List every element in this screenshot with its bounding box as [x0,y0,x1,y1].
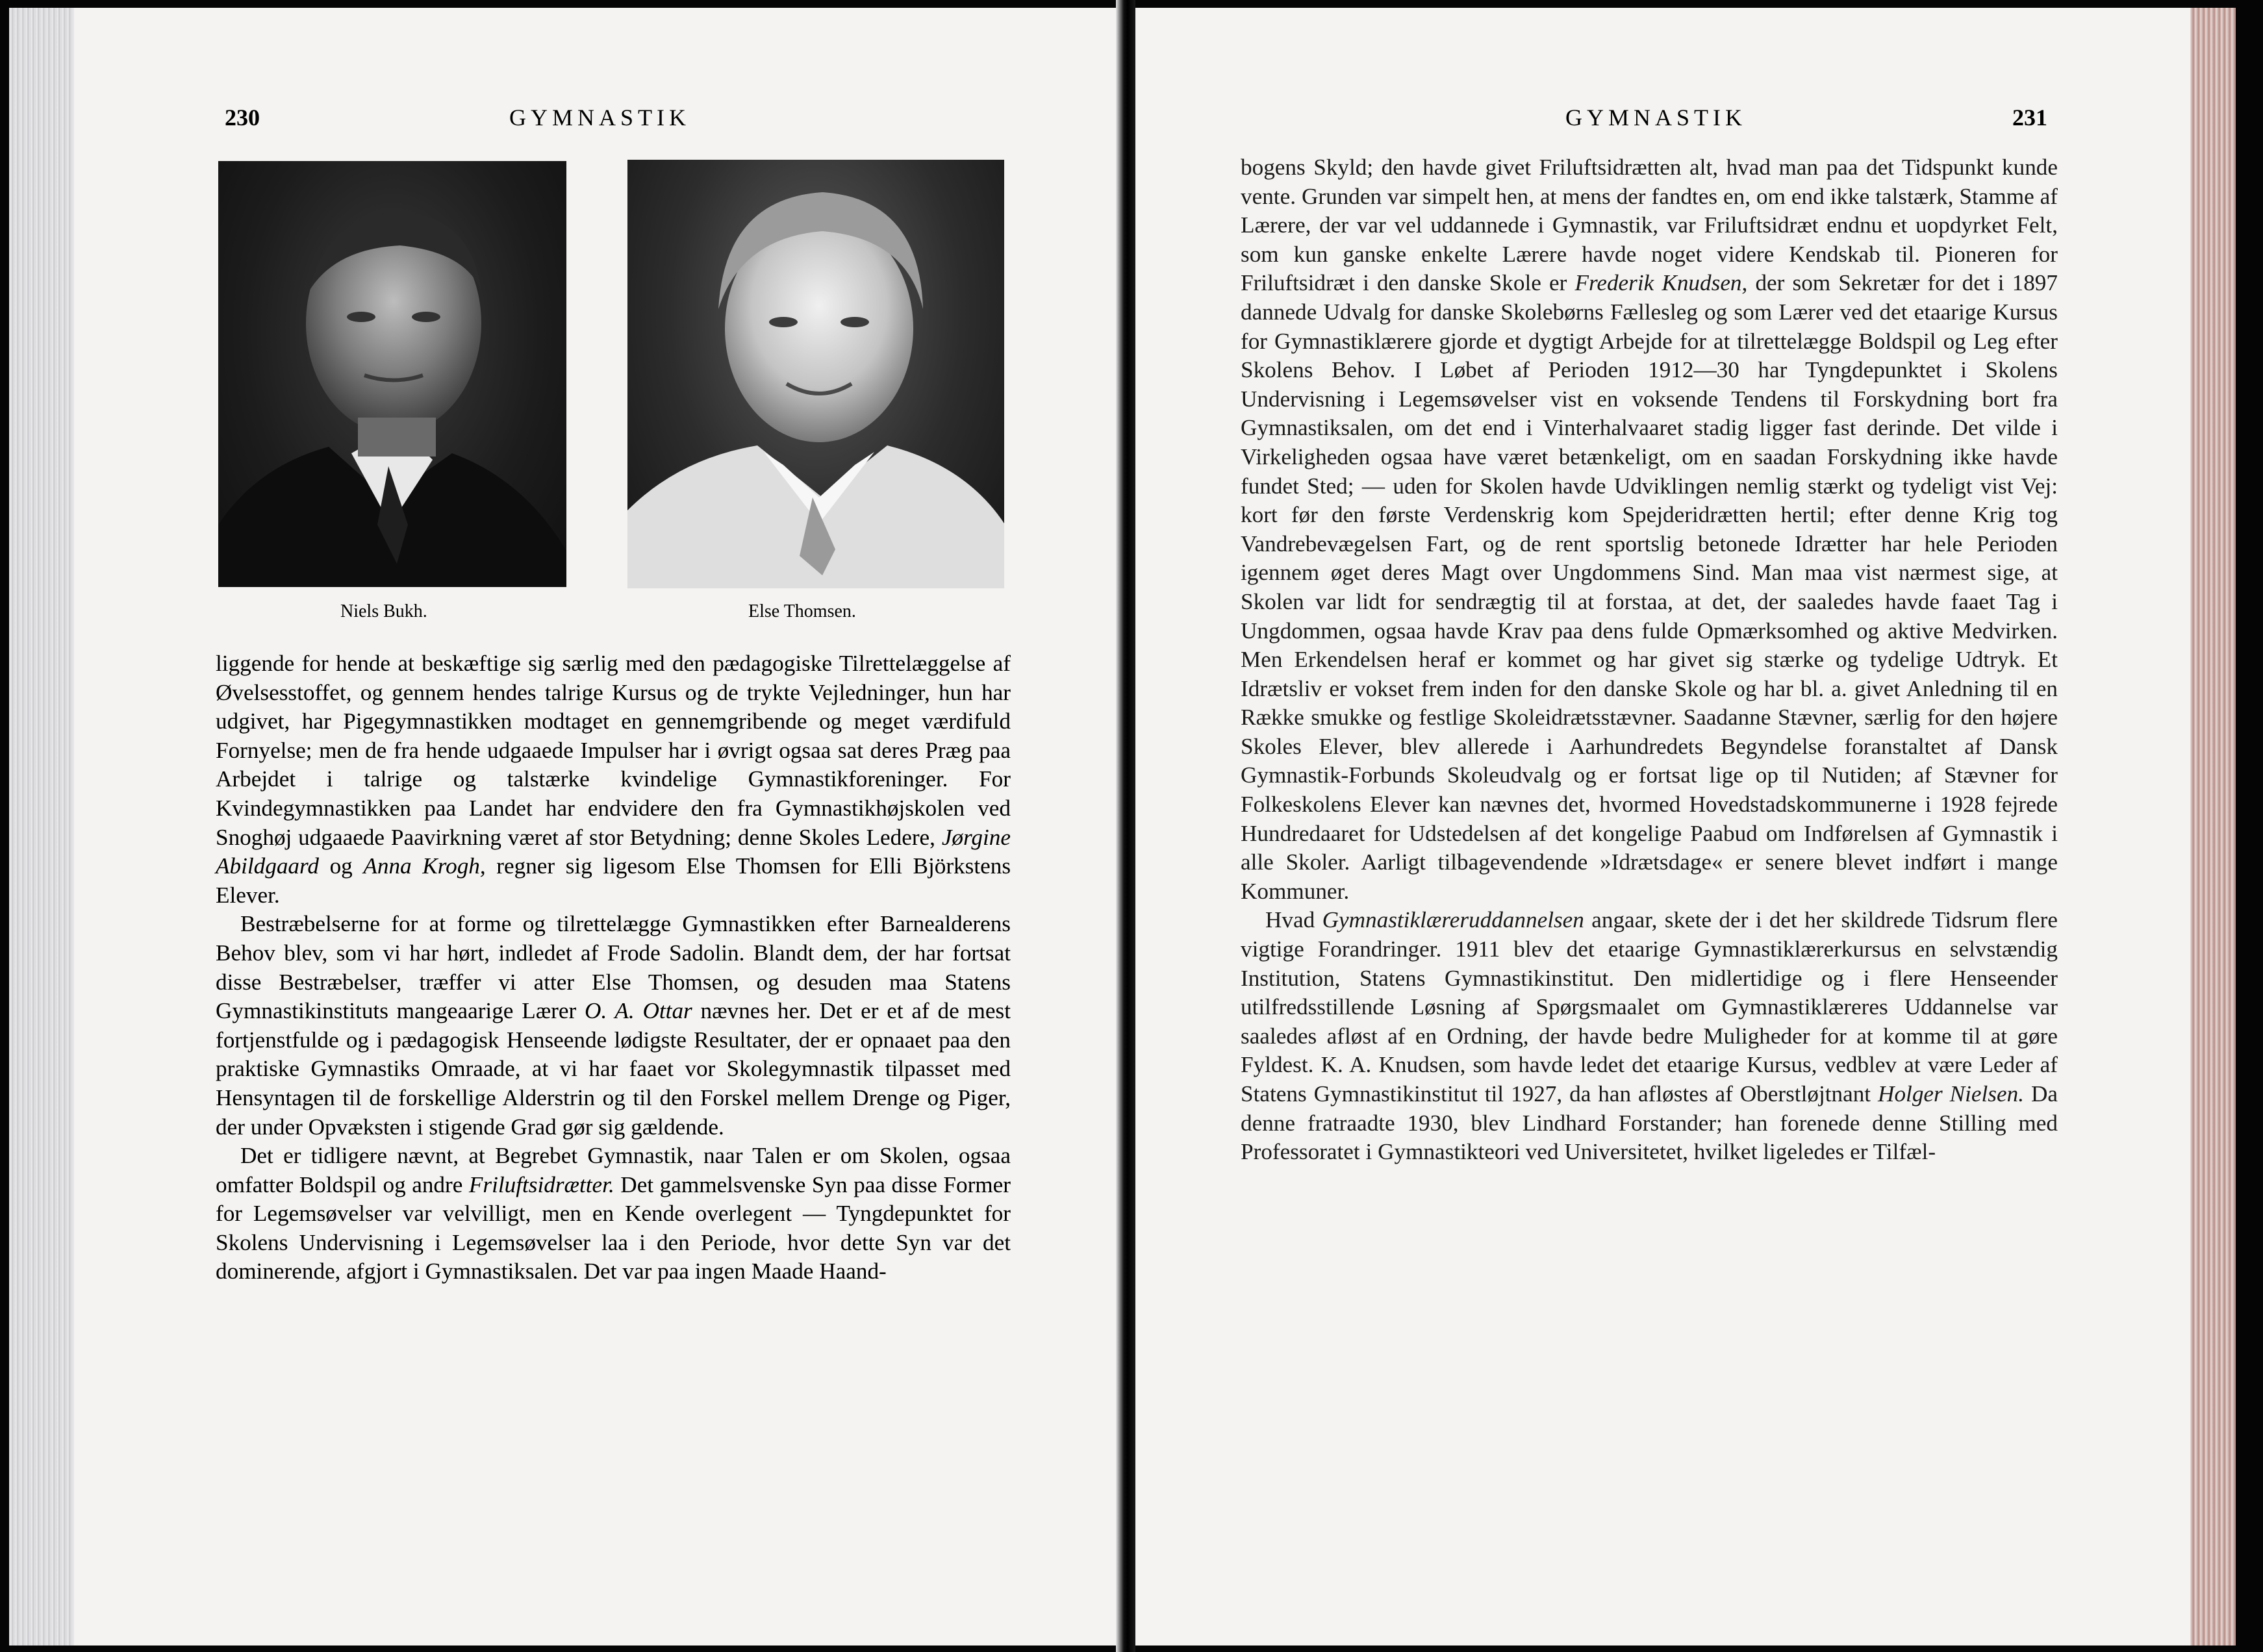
right-paragraph-1 [1241,153,2058,906]
text-run: regner sig ligesom Else Thomsen for Elli Björkstens Elever. [216,853,1011,908]
portrait-photo-niels-bukh [218,161,566,587]
italic-term: Friluftsidrætter. [468,1171,614,1197]
left-page-edge [9,8,74,1646]
italic-name: Anna Krogh, [363,853,486,879]
text-run: Da denne fratraadte 1930, blev Lindhard Forstander; han forenede denne Stilling med Professoratet i Gymnastikteori ved Universitetet, hvilket ligeledes er Tilfæl- [1241,1081,2058,1165]
text-run: angaar, skete der i det her skildrede Tidsrum flere vigtige Forandringer. 1911 blev det etaarige Gymnastiklærerkursus en selvstændig Institution, Statens Gymnastikinstitut. Den midlertidige og i flere Henseender utilfredsstillende Løsning af Spørgsmaalet om Gymnastiklæreres Uddannelse var saaledes afløst af en Ordning, der havde bedre Muligheder for at komme til at gøre Fyldest. K. A. Knudsen, som havde ledet det etaarige Kursus, vedblev at være Leder af Statens Gymnastikinstitut til 1927, da han afløstes af Oberstløjtnant [1241,907,2058,1107]
text-run: Det gammelsvenske Syn paa disse Former for Legemsøvelser var velvilligt, men en Kende overlegent — Tyngdepunktet for Skolens Undervisning i Legemsøvelser laa i den Periode, hvor dette Syn var det dominerende, afgjort i Gymnastiksalen. Det var paa ingen Maade Haand- [216,1171,1011,1284]
text-run: der som Sekretær for det i 1897 dannede Udvalg for danske Skolebørns Fællesleg og som Lærer ved det etaarige Kursus for Gymnastiklærere gjorde et dygtigt Arbejde for at tilrettelægge Boldspil og Leg efter Skolens Behov. I Løbet af Perioden 1912—30 har Tyngdepunktet i Skolens Undervisning i Legemsøvelser vist en voksende Tendens til Forskydning bort fra Gymnastiksalen, om det end i Vinterhalvaaret stadig ligger fast derinde. Det vilde i Virkeligheden ogsaa have været betænkeligt, om en saadan Forskydning ikke havde fundet Sted; — uden for Skolen havde Udviklingen nemlig stærkt og tydeligt vist Vej: kort før den første Verdenskrig kom Spejderidrætten hertil; efter denne Krig tog Vandrebevægelsen Fart, og de rent sportslig betonede Idrætter har hele Perioden igennem øget deres Magt over Ungdommens Sind. Man maa vist nærmest sige, at Skolen var lidt for sendrægtig til at forstaa, at det, der saaledes havde faaet Tag i Ungdommen, ogsaa havde Krav paa dens fulde Opmærksomhed og aktive Medvirken. Men Erkendelsen heraf er kommet og har givet sig stærke og tydelige Udtryk. Et Idrætsliv er vokset frem inden for den danske Skole og har bl. a. givet Anledning til en Række smukke og festlige Skoleidrætsstævner. Saadanne Stævner, særlig for den højere Skoles Elever, blev allerede i Aarhundredets Begyndelse foranstaltet af Dansk Gymnastik-Forbunds Skoleudvalg og er fortsat lige op til Nutiden; af Stævner for Folkeskolens Elever kan nævnes det, hvormed Hovedstadskommunerne i 1928 fejrede Hundredaaret for Udstedelsen af det kongelige Paabud om Indførelsen af Gymnastik i alle Skoler. Aarligt tilbagevendende »Idrætsdage« er senere blevet indført i mange Kommuner. [1241,270,2058,904]
italic-name: Jørgine Abildgaard [216,824,1011,879]
portrait-photo-else-thomsen [627,160,1004,588]
right-page-number: 231 [2012,105,2047,131]
caption-niels-bukh: Niels Bukh. [340,601,427,621]
portrait-woman-image [627,160,1004,588]
left-paragraph-2 [216,910,1011,1142]
book-gutter [1116,0,1135,1652]
left-running-head: GYMNASTIK [509,105,690,131]
right-page-edge [2190,8,2236,1646]
caption-else-thomsen: Else Thomsen. [748,601,856,621]
text-run: bogens Skyld; den havde givet Friluftsidrætten alt, hvad man paa det Tidspunkt kunde vente. Grunden var simpelt hen, at mens der fandtes en, om end ikke talstærk, Stamme af Lærere, der var vel uddannede i Gymnastik, var Friluftsidræt endnu et uopdyrket Felt, som kun ganske enkelte Lærere havde noget videre Kendskab til. Pioneren for Friluftsidræt i den danske Skole er [1241,155,2058,296]
text-run: liggende for hende at beskæftige sig særlig med den pædagogiske Tilrettelæggelse af Øvelsesstoffet, og gennem hendes talrige Kursus og de trykte Vejledninger, hun har udgivet, har Pigegymnastikken modtaget en gennemgribende og meget værdifuld Fornyelse; men de fra hende udgaaede Impulser har i øvrigt ogsaa sat deres Præg paa Arbejdet i talrige og talstærke kvindelige Gymnastikforeninger. For Kvindegymnastikken paa Landet har endvidere den fra Gymnastikhøjskolen ved Snoghøj udgaaede Paavirkning været af stor Betydning; denne Skoles Ledere, [216,651,1011,850]
right-page-body [1241,153,2058,1167]
left-paragraph-3 [216,1142,1011,1286]
italic-name: O. A. Ottar [585,998,692,1024]
left-page-body [216,649,1011,1286]
text-run: nævnes her. Det er et af de mest fortjenstfulde og i pædagogisk Henseende lødigste Resultater, der er opnaaet paa den praktiske Gymnastiks Omraade, at vi har faaet vor Skolegymnastik tilpasset med Hensyntagen til de forskellige Alderstrin og til den Forskel mellem Drenge og Piger, der under Opvæksten i stigende Grad gør sig gældende. [216,998,1011,1140]
left-page-number: 230 [225,105,260,131]
text-run: Hvad [1265,907,1322,933]
italic-name: Holger Nielsen. [1878,1081,2025,1107]
italic-term: Gymnastiklæreruddannelsen [1322,907,1584,933]
text-run: og [319,853,364,879]
right-paragraph-2 [1241,906,2058,1166]
right-running-head: GYMNASTIK [1565,105,1747,131]
text-run: Det er tidligere nævnt, at Begrebet Gymnastik, naar Talen er om Skolen, ogsaa omfatter Boldspil og andre [216,1143,1011,1197]
portrait-man-image [218,161,566,587]
left-paragraph-1 [216,649,1011,910]
italic-name: Frederik Knudsen, [1574,270,1748,296]
text-run: Bestræbelserne for at forme og tilrettelægge Gymnastikken efter Barnealderens Behov blev, som vi har hørt, indledet af Frode Sadolin. Blandt dem, der har fortsat disse Bestræbelser, træffer vi atter Else Thomsen, og desuden maa Statens Gymnastikinstituts mangeaarige Lærer [216,911,1011,1024]
